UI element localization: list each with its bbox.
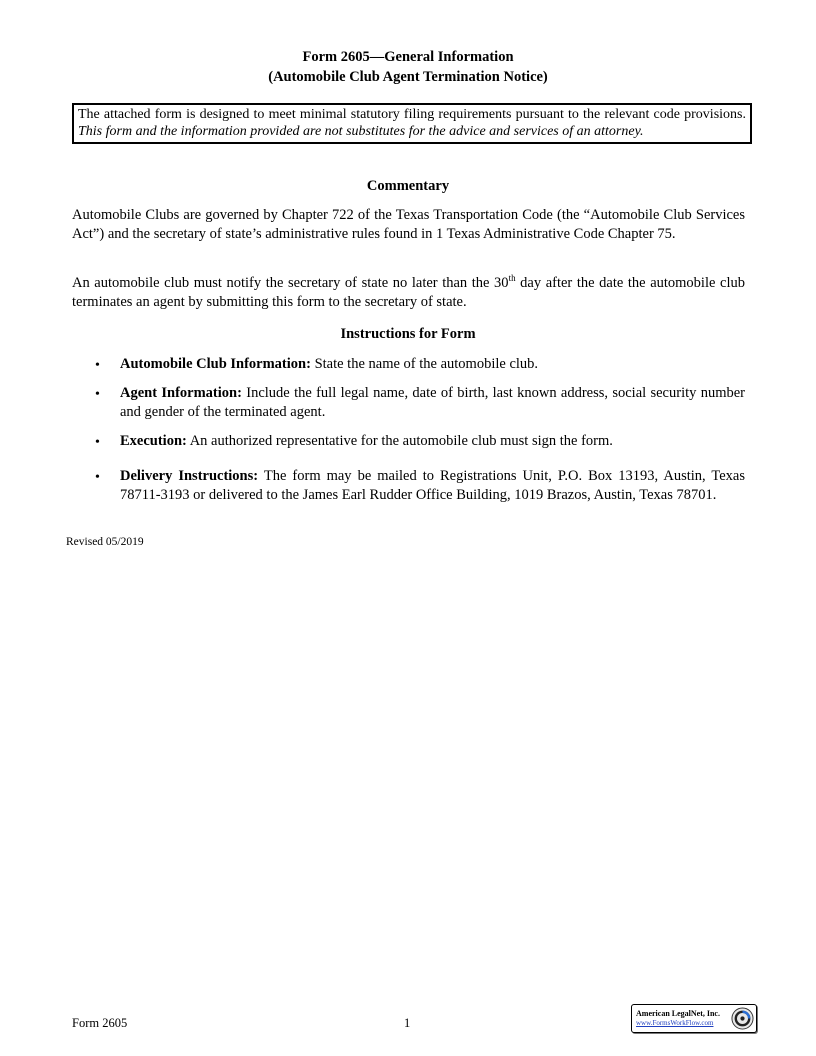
instructions-heading: Instructions for Form <box>340 326 476 342</box>
commentary-paragraph-1: Automobile Clubs are governed by Chapter 722 of the Texas Transportation Code (the “Automobile Club Services Act”) and the secretary of state’s administrative rules found in 1 Texas Administrative Code Chapter 75. <box>72 207 745 242</box>
instruction-text: An authorized representative for the automobile club must sign the form. <box>189 433 613 449</box>
page-number: 1 <box>404 1016 411 1030</box>
bullet-icon: • <box>95 470 100 485</box>
instruction-label: Agent Information: <box>120 385 242 401</box>
title-line-1: Form 2605—General Information <box>302 49 514 65</box>
title-line-2: (Automobile Club Agent Termination Notice) <box>268 69 548 85</box>
disclaimer-text: The attached form is designed to meet minimal statutory filing requirements pursuant to the relevant code provisions. <box>78 107 746 122</box>
revised-date: Revised 05/2019 <box>66 536 144 548</box>
paragraph-2-text: An automobile club must notify the secretary of state no later than the 30 <box>72 274 509 291</box>
globe-icon <box>731 1007 754 1030</box>
instruction-item-delivery <box>120 467 745 504</box>
instruction-text: Include the full legal name, date of birth, last known address, social security number and gender of the terminated agent. <box>120 385 745 420</box>
instruction-item-execution <box>120 432 745 451</box>
bullet-icon: • <box>95 387 100 402</box>
instruction-text: State the name of the automobile club. <box>314 356 539 372</box>
logo-company-name: American LegalNet, Inc. <box>636 1009 720 1018</box>
bullet-icon: • <box>95 435 100 450</box>
disclaimer-box <box>72 103 752 144</box>
instruction-label: Execution: <box>120 433 187 449</box>
page-title <box>0 47 816 87</box>
instruction-label: Delivery Instructions: <box>120 468 259 484</box>
instruction-item-agent-info <box>120 384 745 421</box>
logo-url-link[interactable]: www.FormsWorkFlow.com <box>636 1019 714 1027</box>
footer-form-label: Form 2605 <box>72 1016 128 1030</box>
publisher-logo[interactable] <box>631 1004 757 1033</box>
instruction-item-club-info <box>120 355 745 374</box>
bullet-icon: • <box>95 358 100 373</box>
disclaimer-italic-text: This form and the information provided are not substitutes for the advice and services of an attorney. <box>78 124 644 139</box>
ordinal-suffix: th <box>508 273 516 283</box>
commentary-heading: Commentary <box>366 178 450 194</box>
paragraph-2-text-cont: day after the date the automobile club terminates an agent by submitting this form to the secretary of state. <box>72 274 745 310</box>
commentary-paragraph-2 <box>72 269 745 312</box>
instruction-text: The form may be mailed to Registrations Unit, P.O. Box 13193, Austin, Texas 78711-3193 or delivered to the James Earl Rudder Office Building, 1019 Brazos, Austin, Texas 78701. <box>120 468 746 503</box>
instruction-label: Automobile Club Information: <box>120 356 311 372</box>
